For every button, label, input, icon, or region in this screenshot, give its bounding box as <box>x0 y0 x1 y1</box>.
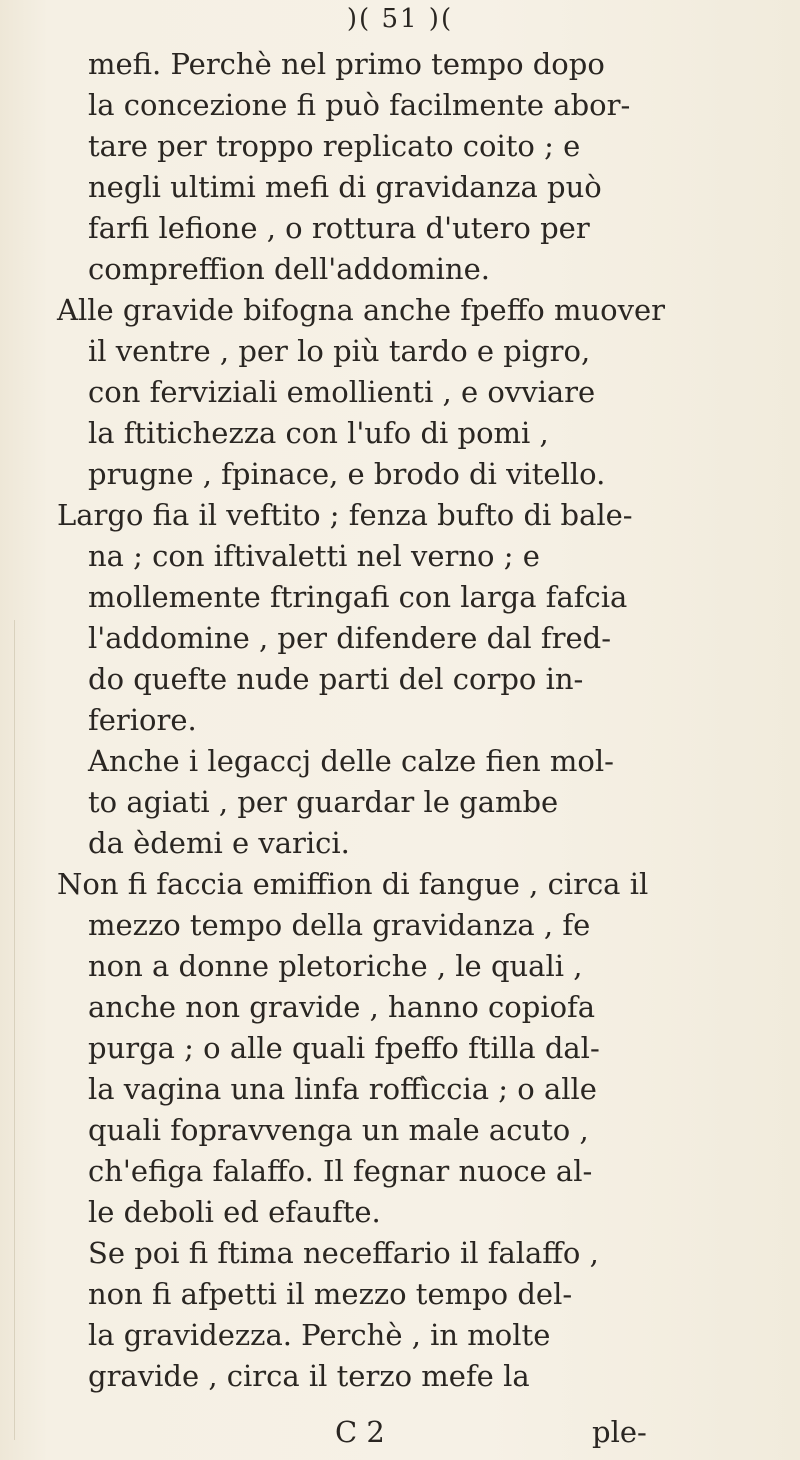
text-line: Largo fia il veftito ; fenza bufto di bale- <box>57 498 633 532</box>
text-line: anche non gravide , hanno copiofa <box>88 990 596 1024</box>
text-line: con ferviziali emollienti , e ovviare <box>88 375 596 409</box>
text-line: mollemente ftringafi con larga fafcia <box>88 580 628 614</box>
text-line: la gravidezza. Perchè , in molte <box>88 1318 551 1352</box>
page-gutter-shadow <box>14 620 15 1440</box>
text-line: la ftitichezza con l'ufo di pomi , <box>88 416 549 450</box>
text-line: do quefte nude parti del corpo in- <box>88 662 584 696</box>
text-line: non a donne pletoriche , le quali , <box>88 949 583 983</box>
text-line: gravide , circa il terzo mefe la <box>88 1359 530 1393</box>
text-line: la vagina una linfa roffìccia ; o alle <box>88 1072 597 1106</box>
text-line: to agiati , per guardar le gambe <box>88 785 559 819</box>
text-line: prugne , fpinace, e brodo di vitello. <box>88 457 606 491</box>
text-line: non fi afpetti il mezzo tempo del- <box>88 1277 573 1311</box>
page-number-header: )( 51 )( <box>346 4 454 34</box>
text-line: da èdemi e varici. <box>88 826 350 860</box>
catchword: ple- <box>592 1415 647 1449</box>
text-line: quali fopravvenga un male acuto , <box>88 1113 589 1147</box>
text-line: purga ; o alle quali fpeffo ftilla dal- <box>88 1031 600 1065</box>
text-line: la concezione fi può facilmente abor- <box>88 88 631 122</box>
text-line: Non fi faccia emiffion di fangue , circa il <box>57 867 649 901</box>
signature-mark: C 2 <box>335 1415 385 1449</box>
text-line: Anche i legaccj delle calze fien mol- <box>88 744 614 778</box>
text-line: compreffion dell'addomine. <box>88 252 490 286</box>
text-line: tare per troppo replicato coito ; e <box>88 129 581 163</box>
text-line: mezzo tempo della gravidanza , fe <box>88 908 591 942</box>
text-line: le deboli ed efaufte. <box>88 1195 381 1229</box>
text-line: na ; con iftivaletti nel verno ; e <box>88 539 540 573</box>
text-line: feriore. <box>88 703 197 737</box>
text-line: negli ultimi mefi di gravidanza può <box>88 170 602 204</box>
text-line: il ventre , per lo più tardo e pigro, <box>88 334 591 368</box>
text-line: Se poi fi ftima neceffario il falaffo , <box>88 1236 599 1270</box>
text-line: farfi lefione , o rottura d'utero per <box>88 211 590 245</box>
text-line: l'addomine , per difendere dal fred- <box>88 621 612 655</box>
text-line: mefi. Perchè nel primo tempo dopo <box>88 47 605 81</box>
text-line: Alle gravide bifogna anche fpeffo muover <box>57 293 666 327</box>
text-line: ch'efiga falaffo. Il fegnar nuoce al- <box>88 1154 593 1188</box>
